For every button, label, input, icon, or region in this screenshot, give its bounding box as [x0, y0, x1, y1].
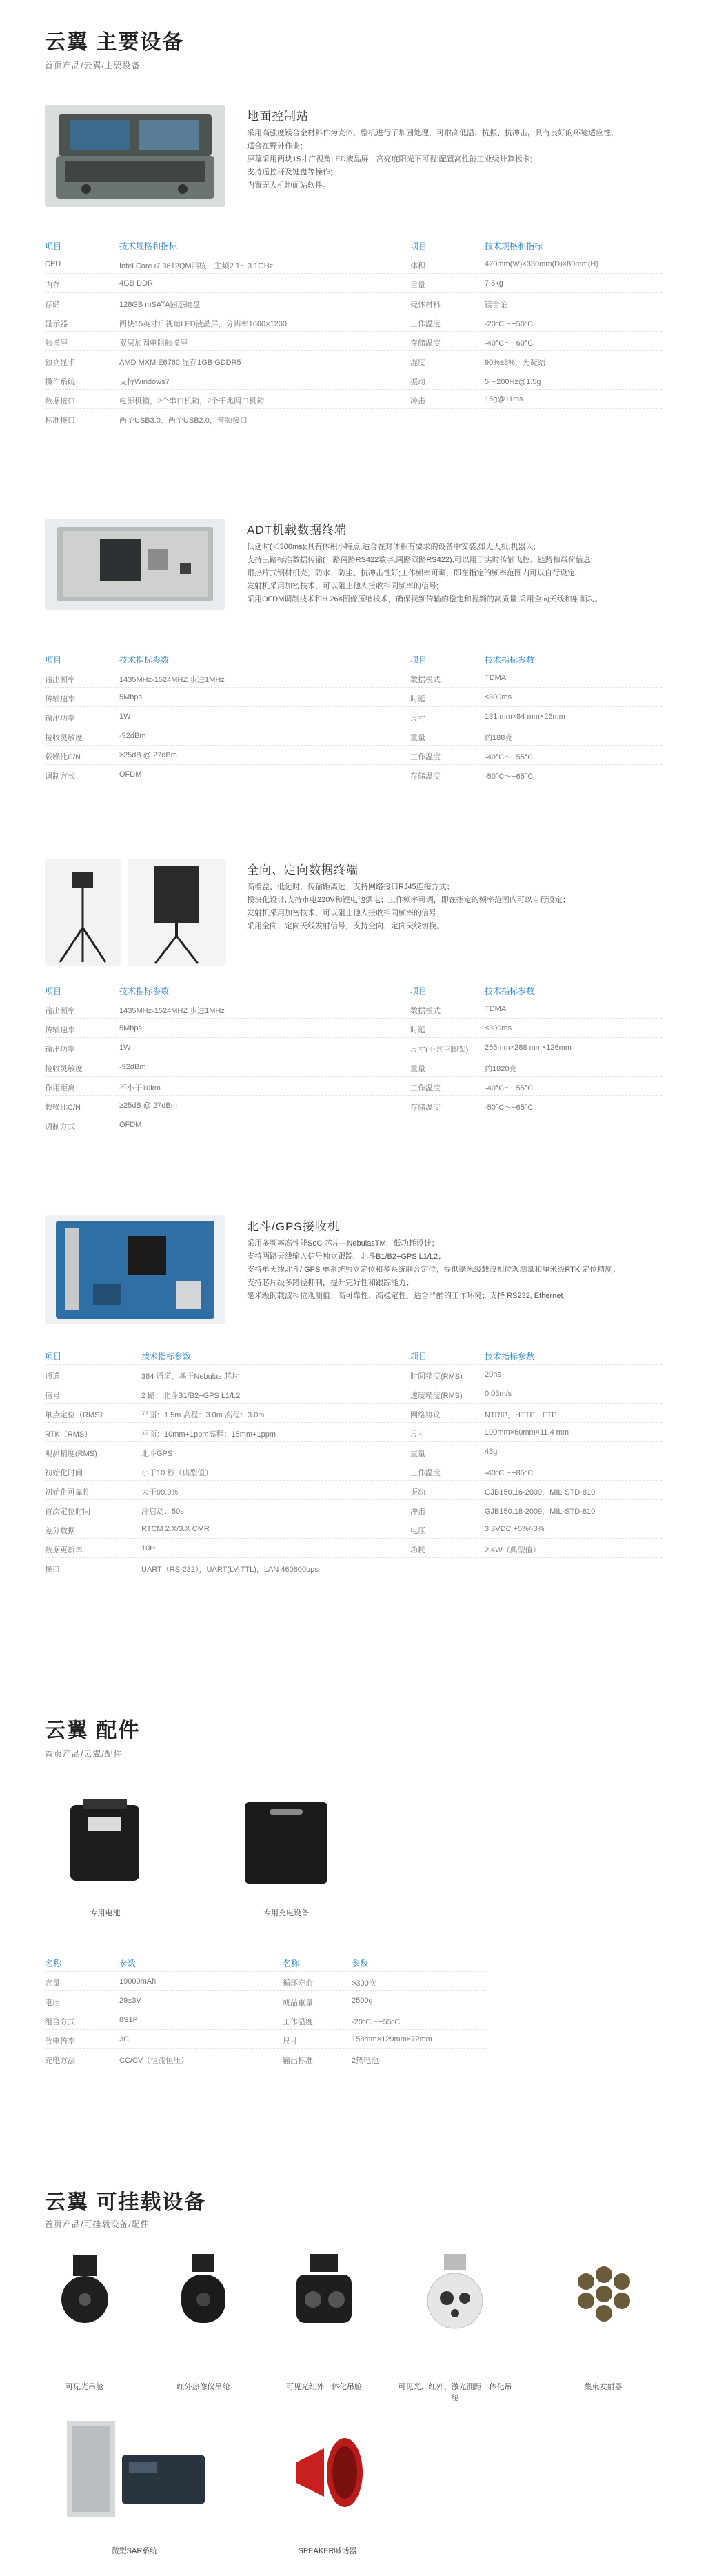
spec-value: 1435MHz-1524MHZ 步进1MHz	[119, 676, 225, 684]
spec-header-cell: 名称	[283, 1959, 300, 1968]
spec-key: 速度精度(RMS)	[410, 1392, 463, 1400]
directional-terminal-image	[128, 859, 226, 966]
spec-key: 组合方式	[45, 2018, 75, 2026]
spec-row	[45, 1519, 662, 1539]
spec-value: 平面：10mm+1ppm高程：15mm+1ppm	[141, 1430, 276, 1439]
spec-row	[45, 745, 662, 765]
spec-header-cell: 项目	[410, 241, 427, 251]
spec-key: 信号	[45, 1392, 60, 1400]
spec-key: 工作温度	[410, 1084, 441, 1092]
spec-value: >300次	[352, 1979, 376, 1988]
spec-value: 100mm×60mm×11.4 mm	[485, 1428, 569, 1437]
spec-key: 工作温度	[283, 2018, 313, 2026]
spec-key: 数据接口	[45, 397, 75, 406]
accessory-caption-charger: 专用充电设备	[263, 1909, 309, 1917]
spec-value: 2.4W（典型值）	[485, 1546, 541, 1555]
spec-key: 标准接口	[45, 417, 75, 425]
spec-key: 重量	[410, 734, 425, 742]
spec-header-cell: 项目	[45, 241, 62, 251]
spec-header-cell: 技术指标参数	[485, 1352, 535, 1361]
visible-pod-image	[47, 2250, 123, 2336]
spec-key: 输出频率	[45, 1007, 75, 1015]
spec-value: 8S1P	[119, 2016, 138, 2024]
breadcrumb-payloads: 首页产品/可挂载设备/配件	[45, 2219, 150, 2229]
gps-receiver-image	[45, 1215, 225, 1324]
product-title-gps: 北斗/GPS接收机	[247, 1220, 340, 1233]
product-desc-adt: 低延时(＜300ms);具有体积小特点,适合在对体积有要求的设备中安装,如无人机,机器人; 支持三路标准数据传输(一路两路RS422数字,两路双路RS422),可以用于实时传输飞控、链路和载荷信息; 耐热片式钢材机壳，防水、防尘、抗冲击性好;工作频率可调，即在指定的频率范围内可以自行设定; 发射机采用加密技术，可以阻止他人接收相同频率的信号; 采用OFDM调制技术和H.264图像压缩技术，确保视频传输的稳定和视频的高质量;采用全向天线和射频功。	[247, 543, 603, 603]
spec-key: 调制方式	[45, 1123, 75, 1131]
spec-key: 时延	[410, 1026, 425, 1035]
spec-value: ≤300ms	[485, 1024, 512, 1032]
spec-row	[45, 1461, 662, 1481]
spec-key: 时间精度(RMS)	[410, 1372, 463, 1381]
spec-row	[45, 389, 662, 409]
spec-value: 3.3VDC +5%/-3%	[485, 1525, 545, 1533]
spec-row	[45, 312, 662, 332]
spec-row	[45, 1095, 662, 1115]
spec-value: -20°C～+50°C	[485, 320, 534, 328]
spec-key: 单点定位（RMS）	[45, 1411, 108, 1419]
spec-value: TDMA	[485, 1005, 507, 1013]
payload-caption-2: 红外热像仪吊舱	[176, 2383, 230, 2391]
spec-value: UART（RS-232），UART(LV-TTL)，LAN 460800bps	[141, 1566, 319, 1574]
spec-key: 电压	[45, 1999, 60, 2007]
spec-header-cell: 技术规格和指标	[485, 241, 543, 251]
spec-row	[45, 408, 662, 428]
spec-header-row	[45, 979, 662, 999]
spec-row	[45, 1422, 662, 1442]
spec-key: 电压	[410, 1527, 425, 1535]
spec-key: 接收灵敏度	[45, 1065, 83, 1073]
spec-key: 独立显卡	[45, 359, 75, 367]
spec-value: -40°C～+60°C	[485, 339, 534, 348]
accessory-caption-battery: 专用电池	[90, 1909, 121, 1917]
spec-value: RTCM 2.X/3.X CMR	[141, 1525, 210, 1533]
spec-row	[45, 1384, 662, 1404]
spec-row	[45, 2048, 486, 2068]
spec-key: 首次定位时间	[45, 1508, 90, 1516]
spec-key: 功耗	[410, 1546, 425, 1555]
spec-header-cell: 项目	[410, 1352, 427, 1361]
spec-value: 平面：1.5m 高程：3.0m 高程：3.0m	[141, 1411, 265, 1419]
spec-key: 尺寸(不含三脚架)	[410, 1046, 469, 1054]
spec-value: 约1820克	[485, 1065, 517, 1073]
spec-value: 4GB DDR	[119, 279, 153, 288]
spec-key: 振动	[410, 1488, 425, 1497]
spec-value: 不小于10km	[119, 1084, 161, 1092]
spec-value: -50°C～+65°C	[485, 772, 534, 781]
spec-value: -40°C～+85°C	[485, 1469, 534, 1477]
spec-value: 128GB mSATA固态硬盘	[119, 301, 201, 309]
spec-value: 小于10 秒（典型值）	[141, 1469, 213, 1477]
spec-value: 15g@11ms	[485, 395, 523, 403]
spec-value: -40°C～+55°C	[485, 753, 534, 761]
payload-caption-7: SPEAKER喊话器	[298, 2547, 357, 2555]
spec-key: 作用距离	[45, 1084, 75, 1092]
battery-image	[55, 1790, 155, 1893]
spec-value: TDMA	[485, 674, 507, 682]
omni-terminal-tripod-image	[45, 859, 121, 966]
spec-row	[45, 1441, 662, 1461]
spec-value: 两块15英寸广视角LED液晶屏，分辨率1600×1200	[119, 320, 287, 328]
mini-sar-image	[59, 2414, 214, 2528]
spec-key: 存储温度	[410, 1104, 441, 1112]
spec-value: 131 mm×84 mm×26mm	[485, 712, 565, 721]
spec-header-row	[45, 234, 662, 254]
spec-key: 重量	[410, 281, 425, 290]
spec-value: 1W	[119, 1044, 131, 1052]
spec-row	[45, 1018, 662, 1038]
payload-caption-6: 微型SAR系统	[111, 2547, 158, 2555]
spec-header-cell: 参数	[119, 1959, 137, 1968]
spec-value: 10H	[141, 1544, 156, 1552]
spec-row	[45, 1499, 662, 1519]
spec-value: GJB150.16-2009，MIL-STD-810	[485, 1488, 596, 1497]
spec-key: 湿度	[410, 359, 425, 367]
spec-key: 差分数据	[45, 1527, 75, 1535]
payload-caption-5: 集束发射器	[584, 2383, 623, 2391]
spec-key: 输出功率	[45, 715, 75, 723]
product-desc-omni: 高增益、低延时，传输距离远；支持网络接口RJ45连接方式； 模块化设计,支持市电220V和锂电池供电；工作频率可调，即在指定的频率范围内可以自行设定； 发射机采用加密技术，可以阻止他人接收相同频率的信号； 采用全向、定向天线发射信号，支持全向、定向天线切换。	[247, 883, 570, 930]
spec-value: OFDM	[119, 1121, 142, 1129]
spec-header-row	[45, 648, 662, 668]
spec-key: 尺寸	[283, 2037, 298, 2046]
spec-value: 5Mbps	[119, 1024, 143, 1032]
spec-key: 初始化时间	[45, 1469, 83, 1477]
spec-key: 输出功率	[45, 1046, 75, 1054]
spec-value: 双层加固电阻触摸屏	[119, 339, 188, 348]
spec-key: 壳体材料	[410, 301, 441, 309]
spec-value: NTRIP，HTTP，FTP	[485, 1411, 557, 1419]
thermal-pod-image	[162, 2250, 245, 2336]
payload-caption-4: 可见光、红外、激光测距一体化吊舱	[398, 2383, 512, 2402]
dual-pod-image	[283, 2250, 365, 2336]
spec-header-row	[45, 1345, 662, 1364]
section-title-accessories: 云翼 配件	[45, 1719, 141, 1742]
spec-header-cell: 技术指标参数	[485, 655, 535, 665]
spec-row	[45, 1057, 662, 1077]
breadcrumb-main-devices: 首页产品/云翼/主要设备	[45, 61, 141, 70]
spec-row	[45, 687, 662, 707]
spec-key: 成品重量	[283, 1999, 313, 2007]
spec-value: 5～200Hz@1.5g	[485, 378, 541, 386]
spec-header-cell: 技术指标参数	[119, 655, 170, 665]
breadcrumb-accessories: 首页产品/云翼/配件	[45, 1749, 123, 1759]
spec-key: 调制方式	[45, 772, 75, 781]
spec-value: 29±3V	[119, 1997, 141, 2005]
spec-row	[45, 350, 662, 370]
spec-row	[45, 1990, 486, 2010]
spec-value: 北斗GPS	[141, 1450, 173, 1458]
payload-caption-3: 可见光红外一体化吊舱	[286, 2383, 362, 2391]
spec-row	[45, 1971, 486, 1991]
spec-key: 传输速率	[45, 1026, 75, 1035]
spec-value: OFDM	[119, 770, 142, 779]
spec-header-cell: 参数	[352, 1959, 369, 1968]
spec-value: -92dBm	[119, 732, 146, 740]
spec-header-cell: 项目	[45, 655, 62, 665]
spec-value: 1W	[119, 712, 131, 721]
spec-key: 振动	[410, 378, 425, 386]
spec-value: 384 通道，基于Nebulas 芯片	[141, 1372, 239, 1381]
spec-header-row	[45, 1952, 486, 1971]
spec-key: 重量	[410, 1450, 425, 1458]
spec-key: 显示器	[45, 320, 68, 328]
spec-row	[45, 668, 662, 688]
spec-value: 19000mAh	[119, 1977, 157, 1986]
spec-value: 电源机箱，2个串口机箱，2个千兆网口机箱	[119, 397, 265, 406]
spec-header-cell: 项目	[45, 1352, 62, 1361]
spec-row	[45, 370, 662, 390]
spec-key: 传输速率	[45, 695, 75, 703]
spec-row	[45, 273, 662, 293]
spec-value: 大于99.9%	[141, 1488, 179, 1497]
section-title-main-devices: 云翼 主要设备	[45, 31, 185, 54]
spec-value: 约188克	[485, 734, 513, 742]
spec-value: 90%±3%，无凝结	[485, 359, 545, 367]
spec-row	[45, 1480, 662, 1500]
spec-key: 工作温度	[410, 1469, 441, 1477]
spec-header-cell: 技术指标参数	[119, 986, 170, 996]
product-title-omni: 全向、定向数据终端	[247, 863, 359, 877]
spec-key: 重量	[410, 1065, 425, 1073]
spec-value: 7.5kg	[485, 279, 503, 288]
spec-key: 初始化可靠性	[45, 1488, 90, 1497]
triple-pod-image	[414, 2250, 496, 2336]
spec-value: CC/CV（恒流恒压）	[119, 2057, 189, 2065]
spec-value: 2热电池	[352, 2057, 379, 2065]
spec-value: 3C	[119, 2035, 130, 2044]
spec-value: 镁合金	[485, 301, 507, 309]
spec-row	[45, 2029, 486, 2049]
spec-value: -40°C～+55°C	[485, 1084, 534, 1092]
spec-row	[45, 1364, 662, 1384]
spec-key: 体积	[410, 262, 425, 270]
spec-row	[45, 726, 662, 746]
adt-terminal-image	[45, 519, 225, 610]
spec-key: 触摸屏	[45, 339, 68, 348]
spec-value: ≥25dB @ 27dBm	[119, 751, 177, 759]
spec-row	[45, 331, 662, 351]
payload-caption-1: 可见光吊舱	[65, 2383, 103, 2391]
spec-header-cell: 技术规格和指标	[119, 241, 178, 251]
spec-row	[45, 999, 662, 1019]
spec-key: 操作系统	[45, 378, 75, 386]
spec-row	[45, 1037, 662, 1057]
spec-key: 循环寿命	[283, 1979, 313, 1988]
spec-value: ≥25dB @ 27dBm	[119, 1101, 177, 1110]
spec-key: 存储	[45, 301, 60, 309]
spec-value: 2500g	[352, 1997, 373, 2005]
spec-value: 265mm×288 mm×126mm	[485, 1044, 572, 1052]
spec-key: 存储温度	[410, 339, 441, 348]
spec-value: Intel Core i7 3612QM四核，主频2.1～3.1GHz	[119, 262, 274, 270]
spec-key: 数据模式	[410, 676, 441, 684]
spec-key: 数据模式	[410, 1007, 441, 1015]
spec-header-cell: 技术指标参数	[141, 1352, 192, 1361]
spec-row	[45, 706, 662, 726]
spec-key: 接收灵敏度	[45, 734, 83, 742]
cluster-launcher-image	[552, 2254, 655, 2330]
spec-value: 420mm(W)×330mm(D)×80mm(H)	[485, 260, 599, 268]
spec-row	[45, 1076, 662, 1096]
spec-key: 载噪比C/N	[45, 1104, 81, 1112]
spec-key: 充电方法	[45, 2057, 75, 2065]
spec-row	[45, 2010, 486, 2030]
spec-key: 尺寸	[410, 1430, 425, 1439]
spec-key: 输出标准	[283, 2057, 313, 2065]
spec-value: GJB150.18-2009，MIL-STD-810	[485, 1508, 596, 1516]
spec-value: 支持Windows7	[119, 378, 170, 386]
product-desc-ground-station: 采用高强度镁合金材料作为壳体，整机进行了加固处理，可耐高低温、抗振、抗冲击，具有良好的环境适应性， 适合在野外作业； 屏幕采用两块15寸广视角LED液晶屏，高亮度阳光下可视;配置高性能工业级计算板卡; 支持遥控杆及键盘等操作; 内置无人机地面站软件。	[247, 129, 618, 190]
spec-key: CPU	[45, 260, 61, 268]
spec-value: 48g	[485, 1448, 498, 1456]
ground-station-image	[45, 105, 225, 207]
spec-key: 工作温度	[410, 753, 441, 761]
spec-row	[45, 1538, 662, 1558]
spec-key: 网络协议	[410, 1411, 441, 1419]
spec-header-cell: 项目	[410, 986, 427, 996]
spec-key: 工作温度	[410, 320, 441, 328]
spec-key: 通道	[45, 1372, 60, 1381]
spec-header-cell: 技术指标参数	[485, 986, 535, 996]
spec-row	[45, 764, 662, 784]
spec-value: ≤300ms	[485, 693, 512, 701]
spec-key: 容量	[45, 1979, 60, 1988]
spec-row	[45, 1403, 662, 1423]
spec-value: 2 路：北斗B1/B2+GPS L1/L2	[141, 1392, 241, 1400]
spec-row	[45, 1115, 662, 1135]
spec-key: RTK（RMS）	[45, 1430, 92, 1439]
spec-key: 放电倍率	[45, 2037, 75, 2046]
spec-value: 1435MHz-1524MHZ 步进1MHz	[119, 1007, 225, 1015]
spec-key: 观测精度(RMS)	[45, 1450, 97, 1458]
speaker-image	[276, 2421, 379, 2524]
section-title-payloads: 云翼 可挂载设备	[45, 2191, 207, 2214]
spec-key: 时延	[410, 695, 425, 703]
product-desc-gps: 采用多频率高性能SoC 芯片—NebulasTM，低功耗设计； 支持两路天线输入信号独立跟踪，北斗B1/B2+GPS L1/L2； 支持单天线北斗/ GPS 单系统独立定位和多系统联合定位；提供毫米级载波相位观测量和厘米级RTK 定位精度； 支持芯片级多路径抑制，提升完好性和跟踪能力； 毫米级的载波相位观测值；高可靠性、高稳定性，适合严酷的工作环境；支持 RS232, Ethernet。	[247, 1239, 621, 1300]
spec-key: 接口	[45, 1566, 60, 1574]
spec-value: 158mm×129mm×72mm	[352, 2035, 432, 2044]
spec-key: 冲击	[410, 397, 425, 406]
spec-key: 尺寸	[410, 715, 425, 723]
spec-value: -92dBm	[119, 1063, 146, 1071]
spec-value: -20°C～+55°C	[352, 2018, 401, 2026]
spec-key: 冲击	[410, 1508, 425, 1516]
spec-value: 0.03m/s	[485, 1390, 512, 1398]
spec-row	[45, 1557, 662, 1577]
spec-header-cell: 名称	[45, 1959, 62, 1968]
spec-key: 存储温度	[410, 772, 441, 781]
spec-value: 5Mbps	[119, 693, 143, 701]
spec-value: 20ns	[485, 1370, 501, 1379]
spec-key: 内存	[45, 281, 60, 290]
spec-value: 冷启动：50s	[141, 1508, 184, 1516]
spec-value: AMD MXM E6760 显存1GB GDDR5	[119, 359, 241, 367]
spec-key: 载噪比C/N	[45, 753, 81, 761]
spec-row	[45, 254, 662, 274]
spec-header-cell: 项目	[45, 986, 62, 996]
spec-row	[45, 292, 662, 312]
spec-value: 两个USB3.0、两个USB2.0，音频接口	[119, 417, 248, 425]
spec-key: 数据更新率	[45, 1546, 83, 1555]
charger-image	[231, 1790, 341, 1893]
product-title-ground-station: 地面控制站	[247, 110, 309, 123]
spec-key: 输出频率	[45, 676, 75, 684]
spec-header-cell: 项目	[410, 655, 427, 665]
spec-value: -50°C～+65°C	[485, 1104, 534, 1112]
product-title-adt: ADT机载数据终端	[247, 523, 347, 537]
